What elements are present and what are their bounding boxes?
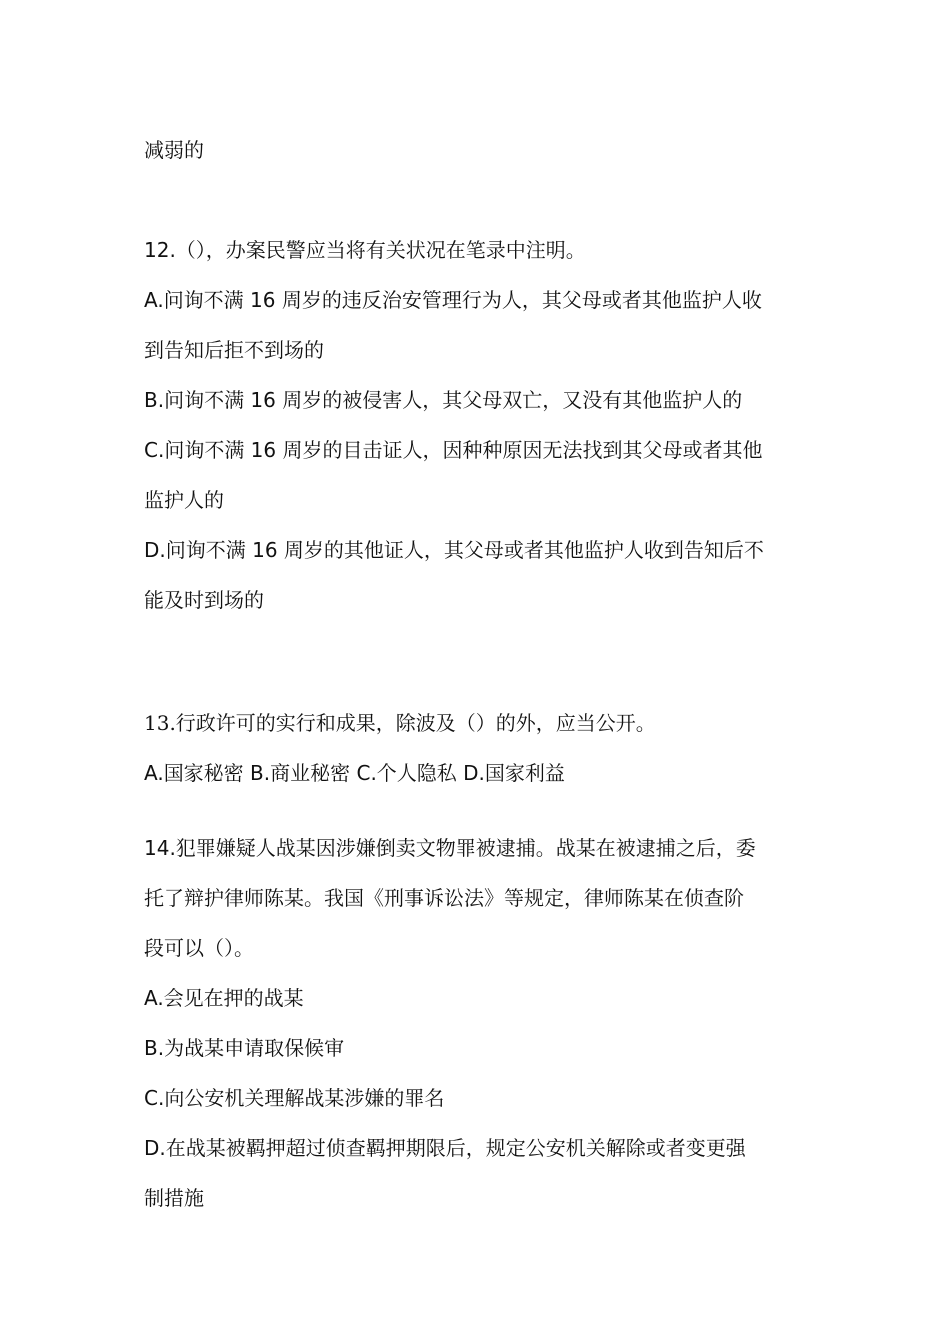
- question-14-option-c: C.向公安机关理解战某涉嫌的罪名: [144, 1086, 445, 1110]
- question-14-option-d-cont: 制措施: [144, 1186, 204, 1210]
- question-12-option-a: A.问询不满 16 周岁的违反治安管理行为人，其父母或者其他监护人收: [144, 288, 762, 312]
- question-14-stem: 14.犯罪嫌疑人战某因涉嫌倒卖文物罪被逮捕。战某在被逮捕之后，委: [144, 836, 756, 860]
- question-12-option-c-cont: 监护人的: [144, 488, 224, 512]
- question-12-option-b: B.问询不满 16 周岁的被侵害人，其父母双亡，又没有其他监护人的: [144, 388, 743, 412]
- question-14-option-a: A.会见在押的战某: [144, 986, 304, 1010]
- question-12-option-c: C.问询不满 16 周岁的目击证人，因种种原因无法找到其父母或者其他: [144, 438, 763, 462]
- continuation-text: 减弱的: [144, 138, 204, 162]
- question-13-stem: 13.行政许可的实行和成果，除波及（）的外，应当公开。: [144, 711, 656, 735]
- question-12-option-d: D.问询不满 16 周岁的其他证人，其父母或者其他监护人收到告知后不: [144, 538, 764, 562]
- question-13-options: A.国家秘密 B.商业秘密 C.个人隐私 D.国家利益: [144, 761, 565, 785]
- question-14-option-d: D.在战某被羁押超过侦查羁押期限后，规定公安机关解除或者变更强: [144, 1136, 746, 1160]
- question-12-stem: 12.（），办案民警应当将有关状况在笔录中注明。: [144, 238, 586, 262]
- question-12-option-a-cont: 到告知后拒不到场的: [144, 338, 324, 362]
- question-14-stem-cont-1: 托了辩护律师陈某。我国《刑事诉讼法》等规定，律师陈某在侦查阶: [144, 886, 744, 910]
- question-14-stem-cont-2: 段可以（）。: [144, 936, 254, 960]
- question-14-option-b: B.为战某申请取保候审: [144, 1036, 345, 1060]
- question-12-option-d-cont: 能及时到场的: [144, 588, 264, 612]
